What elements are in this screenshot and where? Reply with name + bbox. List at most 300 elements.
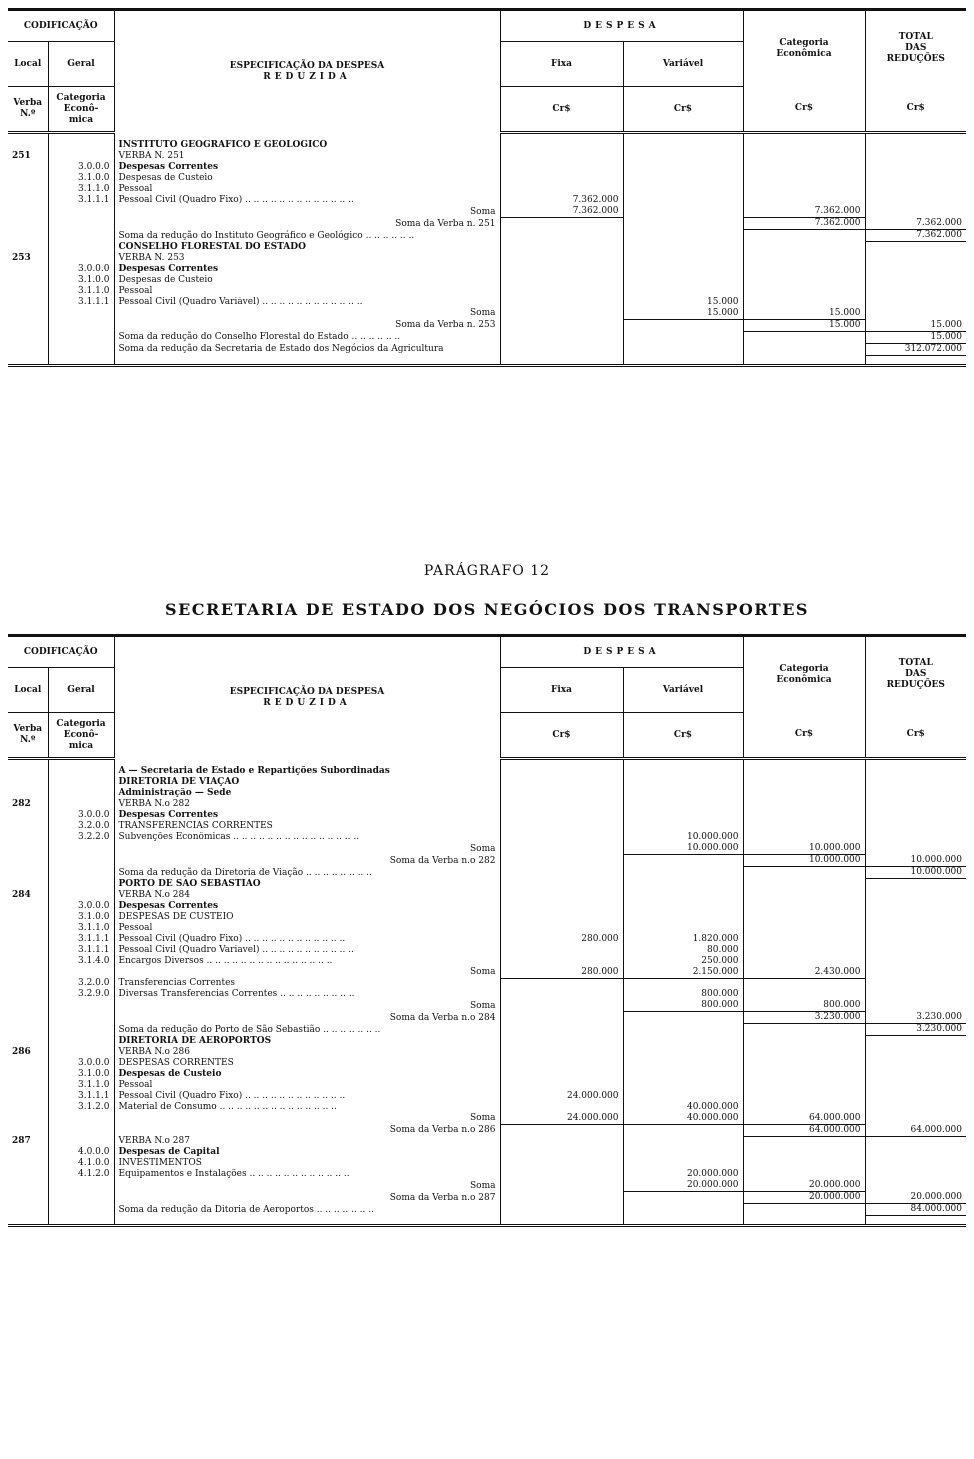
total-value: 7.362.000 xyxy=(865,230,966,242)
table-row xyxy=(8,343,966,355)
category-code: 3.0.0.0 xyxy=(48,810,114,821)
verba-number xyxy=(8,195,48,206)
verba-number: 287 xyxy=(8,1136,48,1147)
categoria-value: 20.000.000 xyxy=(743,1192,865,1204)
total-value xyxy=(865,1036,966,1047)
header-numero-label: N.º xyxy=(20,735,36,745)
specification: Despesas Correntes xyxy=(114,901,500,912)
total-value: 64.000.000 xyxy=(865,1124,966,1136)
specification: Despesas de Custeio xyxy=(114,173,500,184)
fixa-value xyxy=(500,230,623,242)
verba-number xyxy=(8,1012,48,1024)
table-row xyxy=(8,151,966,162)
fixa-value xyxy=(500,956,623,967)
fixa-value xyxy=(500,832,623,843)
table-row xyxy=(8,1091,966,1102)
variavel-value xyxy=(623,1036,743,1047)
categoria-value xyxy=(743,832,865,843)
fixa-value xyxy=(500,1069,623,1080)
fixa-value xyxy=(500,890,623,901)
specification: Pessoal Civil (Quadro Variavel) .. .. .. .. .. .. .. .. .. .. .. xyxy=(114,945,500,956)
table-row xyxy=(8,1124,966,1136)
fixa-value: 24.000.000 xyxy=(500,1113,623,1125)
table-row xyxy=(8,1036,966,1047)
fixa-value xyxy=(500,1080,623,1091)
table-row xyxy=(8,184,966,195)
category-code: 3.1.1.0 xyxy=(48,1080,114,1091)
category-code xyxy=(48,1136,114,1147)
category-code xyxy=(48,1113,114,1125)
verba-number xyxy=(8,331,48,343)
total-value xyxy=(865,1102,966,1113)
specification: Diversas Transferencias Correntes .. .. .. .. .. .. .. .. .. xyxy=(114,989,500,1000)
specification: DIRETORIA DE AEROPORTOS xyxy=(114,1036,500,1047)
fixa-value xyxy=(500,1180,623,1192)
total-value xyxy=(865,173,966,184)
fixa-value xyxy=(500,1169,623,1180)
table2-body xyxy=(8,759,966,1226)
specification: Soma da Verba n.o 284 xyxy=(114,1012,500,1024)
categoria-value xyxy=(743,184,865,195)
fixa-value xyxy=(500,1204,623,1216)
category-code xyxy=(48,343,114,355)
table-row xyxy=(8,1192,966,1204)
verba-number xyxy=(8,218,48,230)
category-code xyxy=(48,879,114,890)
categoria-value: 20.000.000 xyxy=(743,1180,865,1192)
table-row xyxy=(8,967,966,979)
total-value xyxy=(865,140,966,151)
variavel-value: 800.000 xyxy=(623,989,743,1000)
fixa-value xyxy=(500,777,623,788)
verba-number xyxy=(8,810,48,821)
variavel-value: 10.000.000 xyxy=(623,832,743,843)
variavel-value xyxy=(623,810,743,821)
total-value: 15.000 xyxy=(865,319,966,331)
header-variavel-currency: Cr$ xyxy=(623,87,743,133)
verba-number xyxy=(8,1024,48,1036)
verba-number xyxy=(8,832,48,843)
table-row xyxy=(8,956,966,967)
header-especificacao-line1: ESPECIFICAÇÃO DA DESPESA xyxy=(229,60,385,71)
variavel-value xyxy=(623,1091,743,1102)
total-value: 7.362.000 xyxy=(865,218,966,230)
section-title: SECRETARIA DE ESTADO DOS NEGÓCIOS DOS TRANSPORTES xyxy=(165,600,809,619)
category-code xyxy=(48,1192,114,1204)
categoria-value xyxy=(743,297,865,308)
header-verba xyxy=(8,713,48,759)
categoria-value xyxy=(743,253,865,264)
category-code: 3.2.2.0 xyxy=(48,832,114,843)
total-value xyxy=(865,901,966,912)
table-row xyxy=(8,934,966,945)
fixa-value xyxy=(500,264,623,275)
total-value xyxy=(865,843,966,855)
categoria-value xyxy=(743,912,865,923)
specification: Pessoal Civil (Quadro Fixo) .. .. .. .. .. .. .. .. .. .. .. .. xyxy=(114,934,500,945)
header-categoria-label: Categoria xyxy=(779,663,829,674)
variavel-value: 1.820.000 xyxy=(623,934,743,945)
category-code: 3.0.0.0 xyxy=(48,162,114,173)
specification: Soma da redução do Porto de São Sebastião .. .. .. .. .. .. .. xyxy=(114,1024,500,1036)
fixa-value xyxy=(500,1024,623,1036)
verba-number: 286 xyxy=(8,1047,48,1058)
verba-number xyxy=(8,956,48,967)
fixa-value xyxy=(500,343,623,355)
header-fixa-currency: Cr$ xyxy=(500,87,623,133)
header-economica-label: Econômica xyxy=(776,674,832,685)
variavel-value xyxy=(623,788,743,799)
variavel-value xyxy=(623,766,743,777)
table-end-rule xyxy=(8,355,966,365)
total-value xyxy=(865,912,966,923)
specification: Encargos Diversos .. .. .. .. .. .. .. .. .. .. .. .. .. .. .. xyxy=(114,956,500,967)
table-row xyxy=(8,978,966,989)
specification: Pessoal Civil (Quadro Variável) .. .. .. .. .. .. .. .. .. .. .. .. xyxy=(114,297,500,308)
table-row xyxy=(8,799,966,810)
specification: A — Secretaria de Estado e Repartições Subordinadas xyxy=(114,766,500,777)
categoria-value xyxy=(743,799,865,810)
category-code xyxy=(48,1180,114,1192)
fixa-value xyxy=(500,923,623,934)
verba-number: 251 xyxy=(8,151,48,162)
category-code xyxy=(48,890,114,901)
header-especificacao-line2: REDUZIDA xyxy=(263,697,351,708)
total-value: 10.000.000 xyxy=(865,855,966,867)
category-code xyxy=(48,242,114,253)
specification: Equipamentos e Instalações .. .. .. .. .. .. .. .. .. .. .. .. xyxy=(114,1169,500,1180)
verba-number xyxy=(8,230,48,242)
variavel-value: 250.000 xyxy=(623,956,743,967)
header-fixa: Fixa xyxy=(500,668,623,713)
table-row xyxy=(8,264,966,275)
variavel-value xyxy=(623,777,743,788)
header-fixa-currency: Cr$ xyxy=(500,713,623,759)
categoria-value xyxy=(743,989,865,1000)
variavel-value xyxy=(623,1204,743,1216)
fixa-value xyxy=(500,308,623,320)
specification: Despesas de Custeio xyxy=(114,1069,500,1080)
fixa-value xyxy=(500,1192,623,1204)
header-total xyxy=(865,636,966,713)
header-categoria-currency: Cr$ xyxy=(743,87,865,133)
spacer-row xyxy=(8,133,966,141)
verba-number: 282 xyxy=(8,799,48,810)
fixa-value xyxy=(500,766,623,777)
table-row xyxy=(8,173,966,184)
header-total-currency: Cr$ xyxy=(865,713,966,759)
specification: PORTO DE SÃO SEBASTIÃO xyxy=(114,879,500,890)
table-row xyxy=(8,1000,966,1012)
fixa-value xyxy=(500,799,623,810)
variavel-value xyxy=(623,978,743,989)
fixa-value xyxy=(500,1058,623,1069)
table-row xyxy=(8,945,966,956)
categoria-value xyxy=(743,934,865,945)
verba-number xyxy=(8,1102,48,1113)
table-row xyxy=(8,1204,966,1216)
category-code: 3.1.0.0 xyxy=(48,173,114,184)
fixa-value xyxy=(500,162,623,173)
category-code xyxy=(48,151,114,162)
table-row xyxy=(8,319,966,331)
verba-number xyxy=(8,140,48,151)
specification: Soma xyxy=(114,206,500,218)
specification: Soma da Verba n. 251 xyxy=(114,218,500,230)
total-value xyxy=(865,308,966,320)
total-value: 84.000.000 xyxy=(865,1204,966,1216)
category-code: 3.2.0.0 xyxy=(48,821,114,832)
table-row xyxy=(8,867,966,879)
variavel-value xyxy=(623,206,743,218)
variavel-value xyxy=(623,319,743,331)
verba-number xyxy=(8,934,48,945)
category-code xyxy=(48,788,114,799)
total-value xyxy=(865,1180,966,1192)
verba-number xyxy=(8,1000,48,1012)
variavel-value xyxy=(623,1147,743,1158)
header-geral: Geral xyxy=(48,42,114,87)
specification: Soma xyxy=(114,308,500,320)
variavel-value xyxy=(623,286,743,297)
categoria-value xyxy=(743,821,865,832)
fixa-value xyxy=(500,1158,623,1169)
category-code xyxy=(48,253,114,264)
variavel-value xyxy=(623,855,743,867)
fixa-value xyxy=(500,978,623,989)
total-value xyxy=(865,1058,966,1069)
header-verba xyxy=(8,87,48,133)
header-verba-label: Verba xyxy=(13,98,43,108)
specification: Despesas de Capital xyxy=(114,1147,500,1158)
category-code: 3.1.1.1 xyxy=(48,945,114,956)
category-code: 3.1.0.0 xyxy=(48,912,114,923)
fixa-value xyxy=(500,184,623,195)
paragraph-number: PARÁGRAFO 12 xyxy=(423,563,551,579)
specification: Despesas Correntes xyxy=(114,810,500,821)
categoria-value xyxy=(743,1047,865,1058)
categoria-value xyxy=(743,140,865,151)
fixa-value xyxy=(500,855,623,867)
variavel-value xyxy=(623,242,743,253)
category-code xyxy=(48,1204,114,1216)
specification: Soma xyxy=(114,1113,500,1125)
budget-table-agricultura xyxy=(8,8,966,367)
verba-number xyxy=(8,1124,48,1136)
header-variavel: Variável xyxy=(623,668,743,713)
category-code xyxy=(48,777,114,788)
fixa-value xyxy=(500,989,623,1000)
verba-number xyxy=(8,319,48,331)
variavel-value xyxy=(623,799,743,810)
category-code xyxy=(48,1000,114,1012)
fixa-value xyxy=(500,1124,623,1136)
verba-number xyxy=(8,297,48,308)
total-value xyxy=(865,978,966,989)
specification: Soma da Verba n.o 287 xyxy=(114,1192,500,1204)
table-row xyxy=(8,242,966,253)
verba-number xyxy=(8,1080,48,1091)
verba-number xyxy=(8,173,48,184)
categoria-value xyxy=(743,923,865,934)
total-value xyxy=(865,1080,966,1091)
header-total-line3: REDUÇÕES xyxy=(886,54,945,65)
categoria-value xyxy=(743,264,865,275)
fixa-value xyxy=(500,1047,623,1058)
categoria-value: 2.430.000 xyxy=(743,967,865,979)
fixa-value xyxy=(500,331,623,343)
variavel-value xyxy=(623,184,743,195)
header-local: Local xyxy=(8,42,48,87)
specification: Despesas Correntes xyxy=(114,264,500,275)
fixa-value xyxy=(500,867,623,879)
specification: Despesas de Custeio xyxy=(114,275,500,286)
table-row xyxy=(8,912,966,923)
verba-number xyxy=(8,206,48,218)
category-code xyxy=(48,1047,114,1058)
fixa-value xyxy=(500,173,623,184)
variavel-value xyxy=(623,890,743,901)
category-code: 3.1.0.0 xyxy=(48,275,114,286)
categoria-value xyxy=(743,1102,865,1113)
table-row xyxy=(8,821,966,832)
fixa-value xyxy=(500,297,623,308)
specification: Pessoal Civil (Quadro Fixo) .. .. .. .. .. .. .. .. .. .. .. .. xyxy=(114,1091,500,1102)
category-code: 4.1.0.0 xyxy=(48,1158,114,1169)
fixa-value: 280.000 xyxy=(500,934,623,945)
header-especificacao xyxy=(114,10,500,133)
verba-number xyxy=(8,766,48,777)
variavel-value xyxy=(623,867,743,879)
header-categoria-economica xyxy=(743,10,865,87)
table-row xyxy=(8,843,966,855)
variavel-value xyxy=(623,923,743,934)
categoria-value xyxy=(743,343,865,355)
total-value xyxy=(865,297,966,308)
total-value xyxy=(865,956,966,967)
total-value xyxy=(865,242,966,253)
category-code xyxy=(48,1036,114,1047)
verba-number xyxy=(8,162,48,173)
header-despesa: DESPESA xyxy=(500,636,743,668)
categoria-value xyxy=(743,1136,865,1147)
specification: Soma da Verba n.o 286 xyxy=(114,1124,500,1136)
table-row xyxy=(8,1069,966,1080)
variavel-value: 80.000 xyxy=(623,945,743,956)
specification: Soma da redução do Conselho Florestal do Estado .. .. .. .. .. .. xyxy=(114,331,500,343)
table1-body xyxy=(8,133,966,366)
categoria-value xyxy=(743,777,865,788)
header-especificacao-line2: REDUZIDA xyxy=(263,71,351,82)
fixa-value xyxy=(500,275,623,286)
categoria-value xyxy=(743,1204,865,1216)
variavel-value xyxy=(623,343,743,355)
specification: VERBA N.o 287 xyxy=(114,1136,500,1147)
categoria-value xyxy=(743,173,865,184)
category-code: 3.2.0.0 xyxy=(48,978,114,989)
table-row xyxy=(8,766,966,777)
specification: Soma da Verba n.o 282 xyxy=(114,855,500,867)
categoria-value xyxy=(743,788,865,799)
category-code: 3.2.9.0 xyxy=(48,989,114,1000)
total-value xyxy=(865,810,966,821)
category-code: 3.1.1.1 xyxy=(48,1091,114,1102)
total-value xyxy=(865,264,966,275)
verba-number xyxy=(8,989,48,1000)
header-total-line2: DAS xyxy=(905,43,927,54)
variavel-value xyxy=(623,1058,743,1069)
verba-number xyxy=(8,867,48,879)
table-row xyxy=(8,1024,966,1036)
specification: VERBA N.o 286 xyxy=(114,1047,500,1058)
header-especificacao-line1: ESPECIFICAÇÃO DA DESPESA xyxy=(229,686,385,697)
categoria-value xyxy=(743,1158,865,1169)
specification: Soma xyxy=(114,843,500,855)
verba-number xyxy=(8,1069,48,1080)
category-code: 3.1.1.1 xyxy=(48,934,114,945)
specification: Soma xyxy=(114,1000,500,1012)
table-end-rule xyxy=(8,1216,966,1226)
category-code xyxy=(48,867,114,879)
variavel-value: 20.000.000 xyxy=(623,1169,743,1180)
total-value xyxy=(865,151,966,162)
fixa-value xyxy=(500,319,623,331)
verba-number xyxy=(8,967,48,979)
verba-number xyxy=(8,343,48,355)
verba-number xyxy=(8,777,48,788)
table-row xyxy=(8,195,966,206)
categoria-value xyxy=(743,901,865,912)
categoria-value: 15.000 xyxy=(743,319,865,331)
verba-number xyxy=(8,1058,48,1069)
total-value xyxy=(865,832,966,843)
header-total-line2: DAS xyxy=(905,669,927,680)
categoria-value: 10.000.000 xyxy=(743,843,865,855)
table-row xyxy=(8,923,966,934)
specification: Soma xyxy=(114,967,500,979)
categoria-value: 3.230.000 xyxy=(743,1012,865,1024)
categoria-value xyxy=(743,195,865,206)
verba-number xyxy=(8,1147,48,1158)
total-value xyxy=(865,1169,966,1180)
variavel-value: 2.150.000 xyxy=(623,967,743,979)
header-total-currency: Cr$ xyxy=(865,87,966,133)
table-row xyxy=(8,140,966,151)
fixa-value xyxy=(500,821,623,832)
fixa-value xyxy=(500,945,623,956)
table-row xyxy=(8,218,966,230)
verba-number xyxy=(8,945,48,956)
variavel-value: 40.000.000 xyxy=(623,1102,743,1113)
verba-number xyxy=(8,788,48,799)
variavel-value xyxy=(623,879,743,890)
specification: VERBA N.o 282 xyxy=(114,799,500,810)
category-code xyxy=(48,319,114,331)
variavel-value xyxy=(623,218,743,230)
variavel-value: 40.000.000 xyxy=(623,1113,743,1125)
variavel-value xyxy=(623,162,743,173)
category-code xyxy=(48,855,114,867)
table-row xyxy=(8,901,966,912)
variavel-value xyxy=(623,331,743,343)
fixa-value: 7.362.000 xyxy=(500,195,623,206)
specification: Material de Consumo .. .. .. .. .. .. .. .. .. .. .. .. .. .. xyxy=(114,1102,500,1113)
categoria-value xyxy=(743,230,865,242)
categoria-value xyxy=(743,766,865,777)
category-code xyxy=(48,230,114,242)
table-row xyxy=(8,1158,966,1169)
categoria-value: 7.362.000 xyxy=(743,218,865,230)
